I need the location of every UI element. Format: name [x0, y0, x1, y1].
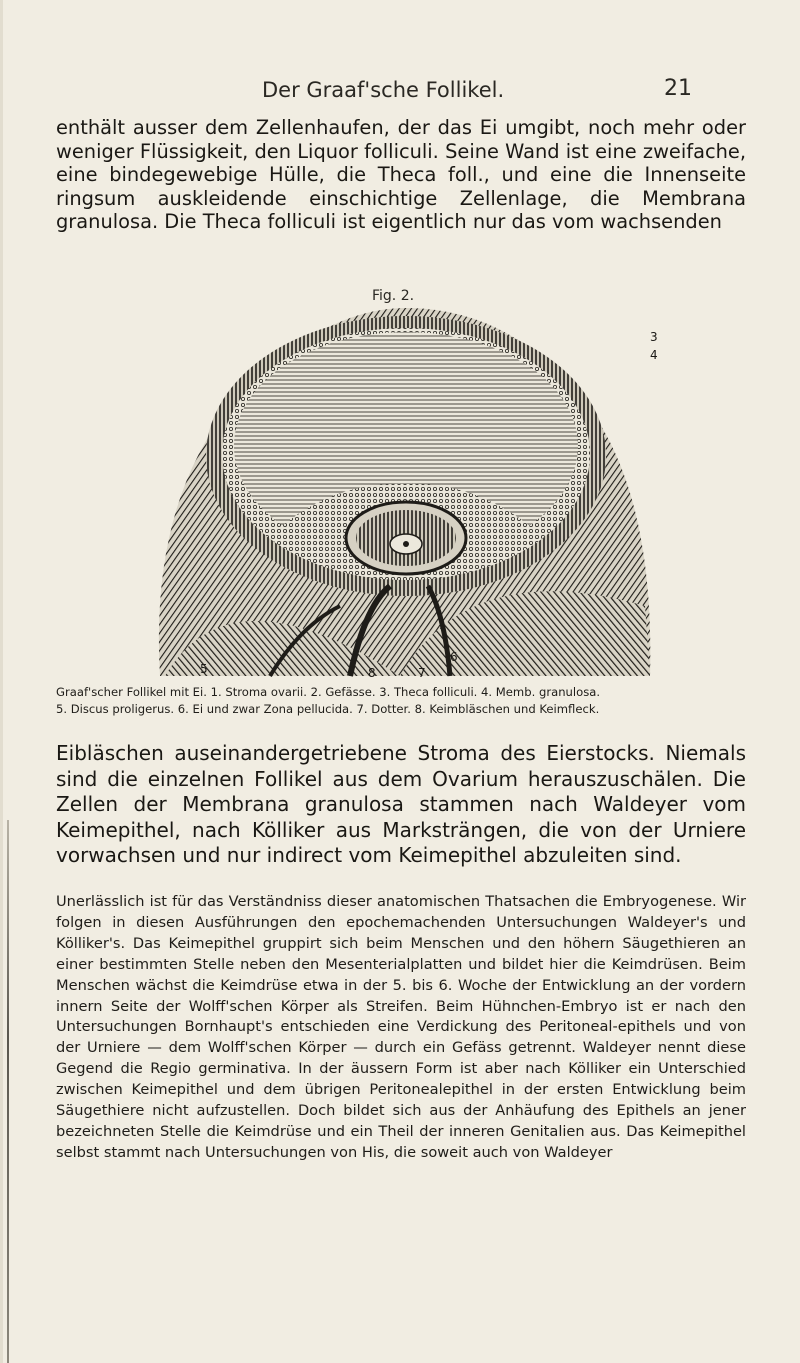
page-number: 21 [664, 76, 692, 101]
figure-number-6: 6 [450, 650, 458, 664]
follicle-illustration [150, 306, 660, 686]
figure-label: Fig. 2. [372, 288, 415, 304]
caption-line-1: Graaf'scher Follikel mit Ei. 1. Stroma ovarii. 2. Gefässe. 3. Theca folliculi. 4. Memb. granulosa. [56, 685, 601, 699]
figure-number-8: 8 [368, 666, 376, 680]
page-edge-shadow [0, 0, 3, 1363]
follicle-engraving [150, 306, 660, 686]
figure-number-4: 4 [650, 348, 658, 362]
paragraph-2: Eibläschen auseinandergetriebene Stroma des Eierstocks. Niemals sind die einzelnen Follikel aus dem Ovarium herauszuschälen. Die Zellen der Membrana granulosa stammen nach Waldeyer vom Keimepithel, nach Kölliker aus Marksträngen, die von der Urniere vorwachsen und nur indirect vom Keimepithel abzuleiten sind. [56, 741, 746, 868]
page-binding-edge [7, 820, 9, 1363]
keimfleck [403, 541, 409, 547]
paragraph-3: Unerlässlich ist für das Verständniss dieser anatomischen Thatsachen die Embryogenese. Wir folgen in diesen Ausführungen den epochemachenden Untersuchungen Waldeyer's und Kölliker's. Das Keimepithel gruppirt sich beim Menschen und den höhern Säugethieren an einer bestimmten Stelle neben den Mesenterialplatten und bildet hier die Keimdrüsen. Beim Menschen wächst die Keimdrüse etwa in der 5. bis 6. Woche der Entwicklung an der vordern innern Seite der Wolff'schen Körper als Streifen. Beim Hühnchen-Embryo ist er nach den Untersuchungen Bornhaupt's entschieden eine Verdickung des Peritoneal-epithels und von der Urniere — dem Wolff'schen Körper — durch ein Gefäss getrennt. Waldeyer nennt diese Gegend die Regio germinativa. In der äussern Form ist aber nach Kölliker ein Unterschied zwischen Keimepithel und dem übrigen Peritonealepithel in der ersten Entwicklung beim Säugethiere nicht aufzustellen. Doch bildet sich aus der Anhäufung des Epithels an jener bezeichneten Stelle die Keimdrüse und ein Theil der inneren Genitalien aus. Das Keimepithel selbst stammt nach Untersuchungen von His, die soweit auch von Waldeyer [56, 893, 746, 1161]
figure-caption [56, 684, 746, 718]
figure-number-3: 3 [650, 330, 658, 344]
running-title: Der Graaf'sche Follikel. [262, 78, 505, 102]
figure-number-5: 5 [200, 662, 208, 676]
caption-line-2: 5. Discus proligerus. 6. Ei und zwar Zona pellucida. 7. Dotter. 8. Keimbläschen und Keimfleck. [56, 702, 600, 716]
paragraph-1: enthält ausser dem Zellenhaufen, der das Ei umgibt, noch mehr oder weniger Flüssigkeit, den Liquor folliculi. Seine Wand ist eine zweifache, eine bindegewebige Hülle, die Theca foll., und eine die Innenseite ringsum auskleidende einschichtige Zellenlage, die Membrana granulosa. Die Theca folliculi ist eigentlich nur das vom wachsenden [56, 116, 746, 233]
figure-number-7: 7 [418, 666, 426, 680]
